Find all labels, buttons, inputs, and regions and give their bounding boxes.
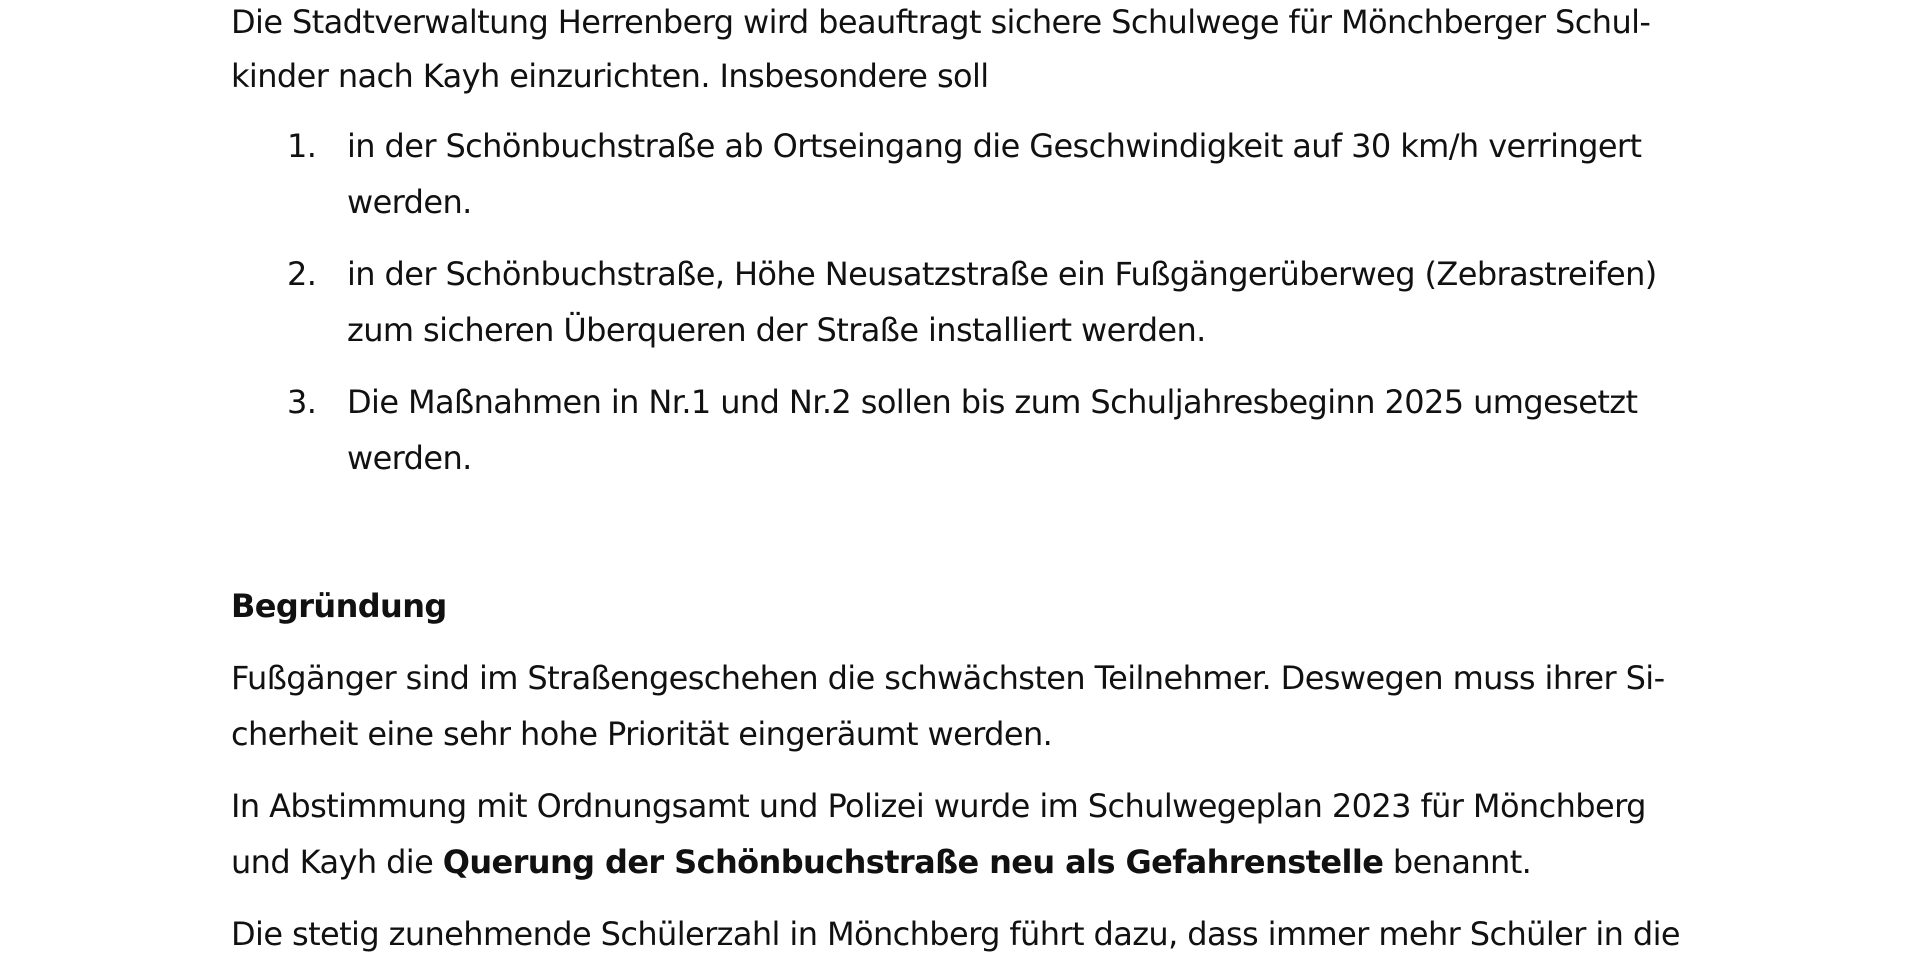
para2-line-1: In Abstimmung mit Ordnungsamt und Polizei wurde im Schulwegeplan 2023 für Mönchberg [231, 787, 1646, 825]
list-number: 3. [287, 383, 317, 421]
list-number: 1. [287, 127, 317, 165]
list-text: zum sicheren Überqueren der Straße installiert werden. [347, 311, 1206, 349]
para1-line-1: Fußgänger sind im Straßengeschehen die schwächsten Teilnehmer. Deswegen muss ihrer Si- [231, 659, 1665, 697]
para2-line-2 [231, 834, 1701, 890]
list-text: werden. [347, 439, 472, 477]
list-text: in der Schönbuchstraße, Höhe Neusatzstraße ein Fußgängerüberweg (Zebrastreifen) [347, 255, 1657, 293]
list-text: in der Schönbuchstraße ab Ortseingang die Geschwindigkeit auf 30 km/h verringert [347, 127, 1642, 165]
list-text: Die Maßnahmen in Nr.1 und Nr.2 sollen bis zum Schuljahresbeginn 2025 umgesetzt [347, 383, 1638, 421]
para3-line-1: Die stetig zunehmende Schülerzahl in Mönchberg führt dazu, dass immer mehr Schüler in die [231, 915, 1680, 953]
para2-bold-text: Querung der Schönbuchstraße neu als Gefahrenstelle [442, 843, 1384, 881]
para2-prefix: und Kayh die [231, 843, 443, 881]
intro-line-1: Die Stadtverwaltung Herrenberg wird beauftragt sichere Schulwege für Mönchberger Schul- [231, 3, 1651, 41]
intro-line-2: kinder nach Kayh einzurichten. Insbesondere soll [231, 57, 989, 95]
list-number: 2. [287, 255, 317, 293]
list-text: werden. [347, 183, 472, 221]
para2-suffix: benannt. [1383, 843, 1532, 881]
section-heading: Begründung [231, 587, 447, 625]
para1-line-2: cherheit eine sehr hohe Priorität eingeräumt werden. [231, 715, 1053, 753]
